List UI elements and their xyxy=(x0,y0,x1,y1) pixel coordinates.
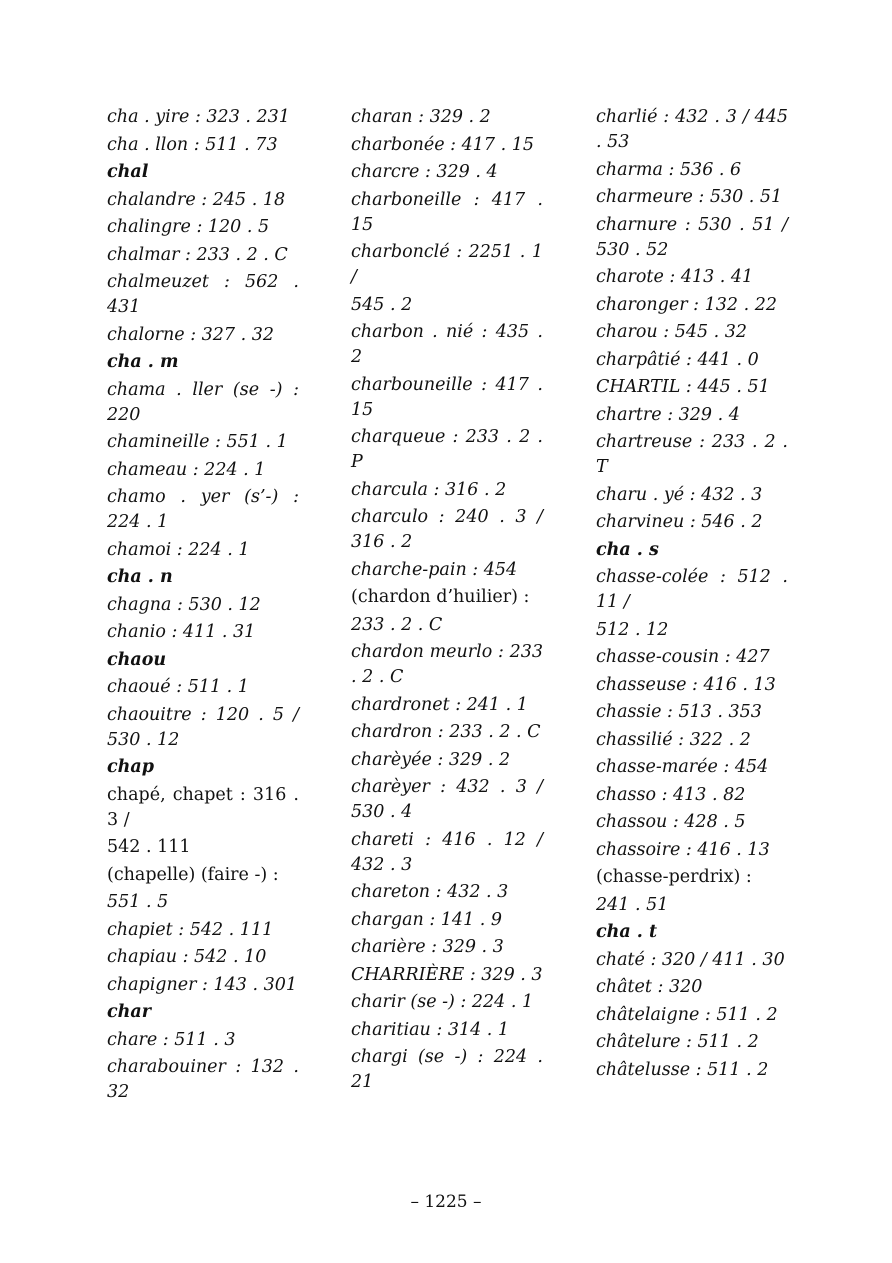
index-entry: chassoire : 416 . 13 xyxy=(596,839,770,860)
index-entry: châtet : 320 xyxy=(596,977,703,997)
index-column-1 xyxy=(107,105,299,1108)
index-entry: chargan : 141 . 9 xyxy=(351,909,503,930)
index-entry: chamoi : 224 . 1 xyxy=(107,539,250,560)
index-entry: chartreuse : 233 . 2 . T xyxy=(596,432,788,477)
index-entry: chassilié : 322 . 2 xyxy=(596,729,751,750)
index-entry: charpâtié : 441 . 0 xyxy=(596,349,759,370)
section-heading: cha . m xyxy=(107,352,179,372)
index-entry: (chapelle) (faire -) : xyxy=(107,864,279,885)
index-entry: 545 . 2 xyxy=(351,294,413,315)
section-heading: chap xyxy=(107,757,154,777)
index-entry: chaté : 320 / 411 . 30 xyxy=(596,949,785,970)
index-entry: charabouiner : 132 . 32 xyxy=(107,1057,299,1102)
section-heading: chal xyxy=(107,162,149,182)
index-column-2 xyxy=(351,105,543,1098)
index-entry: charqueue : 233 . 2 . P xyxy=(351,427,543,472)
index-entry: chasseuse : 416 . 13 xyxy=(596,674,776,695)
index-entry: 233 . 2 . C xyxy=(351,614,443,635)
index-entry: chalorne : 327 . 32 xyxy=(107,324,275,345)
index-entry: charu . yé : 432 . 3 xyxy=(596,484,763,505)
index-entry: châtelusse : 511 . 2 xyxy=(596,1059,769,1080)
index-entry: charbon . nié : 435 . 2 xyxy=(351,322,543,367)
index-entry: charbouneille : 417 . 15 xyxy=(351,374,543,420)
index-entry: charche-pain : 454 xyxy=(351,559,518,580)
index-entry: chareton : 432 . 3 xyxy=(351,882,509,902)
index-entry: charou : 545 . 32 xyxy=(596,322,748,342)
page-number: – 1225 – xyxy=(410,1192,482,1212)
index-entry: charan : 329 . 2 xyxy=(351,107,491,127)
index-entry: 542 . 111 xyxy=(107,837,191,857)
index-entry: charcre : 329 . 4 xyxy=(351,162,498,182)
index-entry: charbonclé : 2251 . 1 / xyxy=(351,242,543,287)
index-entry: chasse-marée : 454 xyxy=(596,757,769,777)
section-heading: cha . s xyxy=(596,539,659,560)
index-entry: chareti : 416 . 12 / 432 . 3 xyxy=(351,829,543,875)
index-entry: chapiau : 542 . 10 xyxy=(107,947,267,967)
index-entry: 512 . 12 xyxy=(596,619,669,640)
index-entry: chassie : 513 . 353 xyxy=(596,702,762,722)
index-entry: chartre : 329 . 4 xyxy=(596,404,740,425)
index-entry: charière : 329 . 3 xyxy=(351,937,504,957)
index-entry: chalingre : 120 . 5 xyxy=(107,217,270,237)
index-entry: chamineille : 551 . 1 xyxy=(107,432,288,452)
index-entry: chasso : 413 . 82 xyxy=(596,784,746,805)
index-entry: chasse-colée : 512 . 11 / xyxy=(596,567,788,612)
section-heading: cha . t xyxy=(596,922,658,942)
index-entry: chalmeuzet : 562 . 431 xyxy=(107,272,299,317)
index-entry: charmeure : 530 . 51 xyxy=(596,187,783,207)
index-entry: charculo : 240 . 3 / 316 . 2 xyxy=(351,507,543,552)
index-entry: charvineu : 546 . 2 xyxy=(596,512,763,532)
index-entry: CHARTIL : 445 . 51 xyxy=(596,377,770,397)
index-entry: chameau : 224 . 1 xyxy=(107,459,266,480)
index-entry: charèyer : 432 . 3 / 530 . 4 xyxy=(351,777,543,822)
index-entry: châtelaigne : 511 . 2 xyxy=(596,1004,778,1025)
index-entry: chaouitre : 120 . 5 / 530 . 12 xyxy=(107,704,299,750)
index-entry: chare : 511 . 3 xyxy=(107,1029,236,1050)
index-entry: charèyée : 329 . 2 xyxy=(351,749,511,770)
index-entry: chardon meurlo : 233 . 2 . C xyxy=(351,642,543,687)
index-entry: chanio : 411 . 31 xyxy=(107,622,256,642)
index-entry: CHARRIÈRE : 329 . 3 xyxy=(351,964,543,985)
index-entry: chargi (se -) : 224 . 21 xyxy=(351,1047,543,1092)
index-entry: charbonée : 417 . 15 xyxy=(351,134,534,155)
index-entry: charcula : 316 . 2 xyxy=(351,479,507,500)
index-entry: chapé, chapet : 316 . 3 / xyxy=(107,784,299,830)
index-entry: charnure : 530 . 51 / 530 . 52 xyxy=(596,214,788,260)
index-entry: chardronet : 241 . 1 xyxy=(351,694,528,715)
index-entry: cha . yire : 323 . 231 xyxy=(107,107,290,127)
index-entry: (chasse-perdrix) : xyxy=(596,867,752,887)
index-entry: chapiet : 542 . 111 xyxy=(107,919,274,940)
index-entry: chalmar : 233 . 2 . C xyxy=(107,244,288,265)
index-entry: charonger : 132 . 22 xyxy=(596,294,777,315)
index-entry: châtelure : 511 . 2 xyxy=(596,1032,759,1052)
index-entry: charlié : 432 . 3 / 445 . 53 xyxy=(596,107,788,152)
index-entry: charboneille : 417 . 15 xyxy=(351,189,543,235)
index-entry: chamo . yer (s’-) : 224 . 1 xyxy=(107,487,299,532)
index-entry: chapigner : 143 . 301 xyxy=(107,974,298,995)
index-entry: chalandre : 245 . 18 xyxy=(107,189,286,210)
index-entry: charitiau : 314 . 1 xyxy=(351,1019,510,1040)
index-entry: chagna : 530 . 12 xyxy=(107,594,261,615)
index-entry: cha . llon : 511 . 73 xyxy=(107,134,278,155)
index-entry: chaoué : 511 . 1 xyxy=(107,677,249,697)
index-entry: chardron : 233 . 2 . C xyxy=(351,722,541,742)
index-entry: 241 . 51 xyxy=(596,894,669,915)
section-heading: chaou xyxy=(107,649,167,670)
index-entry: charote : 413 . 41 xyxy=(596,267,754,287)
index-entry: chama . ller (se -) : 220 xyxy=(107,379,299,425)
index-column-3 xyxy=(596,105,788,1085)
index-entry: chasse-cousin : 427 xyxy=(596,647,770,667)
index-entry: 551 . 5 xyxy=(107,892,169,912)
index-entry: charma : 536 . 6 xyxy=(596,159,742,180)
index-entry: (chardon d’huilier) : xyxy=(351,587,530,607)
section-heading: cha . n xyxy=(107,567,173,587)
section-heading: char xyxy=(107,1002,151,1022)
index-entry: chassou : 428 . 5 xyxy=(596,812,746,832)
index-entry: charir (se -) : 224 . 1 xyxy=(351,992,534,1012)
